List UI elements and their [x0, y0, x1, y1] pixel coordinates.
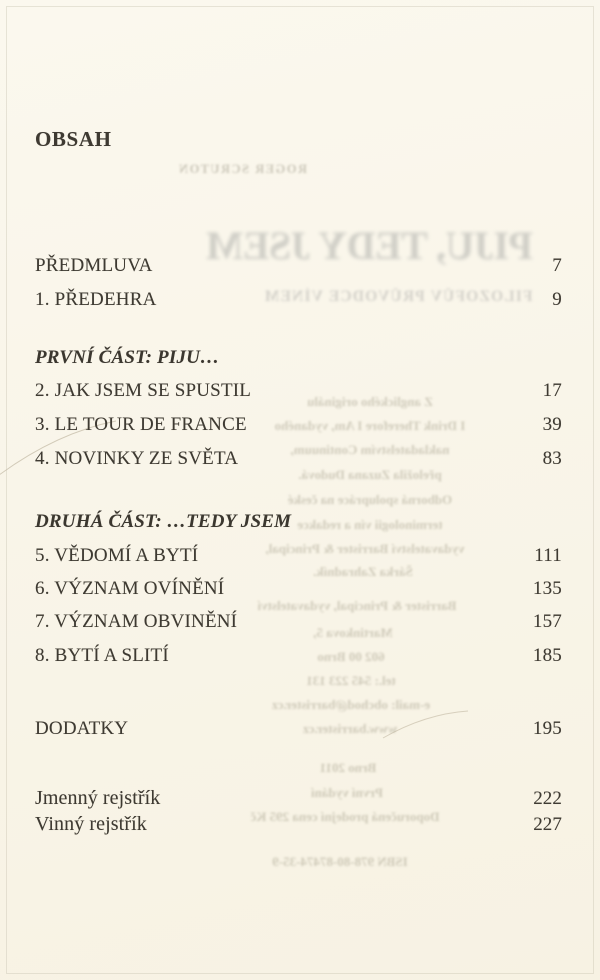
toc-entry-label: 7. VÝZNAM OBVINĚNÍ	[35, 611, 238, 632]
toc-entry-page: 185	[532, 645, 562, 666]
toc-part1-heading: PRVNÍ ČÁST: PIJU…	[35, 347, 220, 368]
toc-entry-ch3-le-tour-de-france	[35, 414, 562, 436]
toc-entry-page: 195	[532, 718, 562, 739]
toc-entry-label: 1. PŘEDEHRA	[35, 289, 157, 310]
ghost-imprint-line: I Drink Therefore I Am, vydaného	[274, 418, 466, 433]
ghost-imprint-line: První vydání	[311, 785, 383, 800]
ghost-imprint-line: Barrister & Principal, vydavatelství	[257, 598, 457, 613]
ghost-imprint-line: nakladatelstvím Continuum,	[290, 442, 450, 457]
toc-entry-vinny-rejstrik	[35, 813, 562, 836]
toc-entry-ch2-jak-jsem-se-spustil	[35, 380, 562, 402]
table-of-contents	[35, 0, 562, 980]
ghost-imprint-line: terminologii vín a redakce	[297, 517, 443, 532]
toc-entry-label: Jmenný rejstřík	[35, 787, 161, 809]
toc-entry-ch6-vyznam-ovineni	[35, 578, 562, 600]
toc-entry-dodatky	[35, 718, 562, 740]
ghost-imprint-line: vydavatelství Barrister & Principal,	[265, 541, 465, 556]
toc-entry-label: PŘEDMLUVA	[35, 255, 153, 276]
ghost-imprint-line: Odborná spolupráce na české	[287, 492, 453, 507]
toc-entry-page: 83	[542, 448, 562, 469]
ghost-imprint-line: Doporučená prodejní cena 295 Kč	[250, 809, 440, 824]
toc-entry-label: DODATKY	[35, 718, 129, 739]
toc-entry-jmenny-rejstrik	[35, 787, 562, 810]
ghost-author-line: ROGER SCRUTON	[177, 162, 307, 176]
ghost-imprint-line: e-mail: obchod@barrister.cz	[271, 697, 431, 712]
ghost-imprint-line: Z anglického originálu	[307, 394, 433, 409]
toc-entry-page: 222	[533, 788, 562, 809]
toc-entry-page: 7	[552, 255, 562, 276]
toc-entry-ch4-novinky-ze-sveta	[35, 448, 562, 470]
ghost-imprint-line: tel.: 545 223 131	[306, 673, 396, 688]
ghost-imprint-line: Šárka Zahradník.	[313, 564, 413, 579]
toc-entry-ch5-vedomi-a-byti	[35, 545, 562, 567]
toc-entry-label: 5. VĚDOMÍ A BYTÍ	[35, 545, 199, 566]
toc-entry-page: 111	[534, 545, 562, 566]
toc-entry-predmluva	[35, 255, 562, 277]
ghost-imprint-line: Martinkova 5,	[313, 625, 393, 640]
ghost-imprint-line: ISBN 978-80-87474-35-9	[272, 854, 408, 869]
toc-entry-ch7-vyznam-obvineni	[35, 611, 562, 633]
ghost-imprint-line: 602 00 Brno	[317, 649, 385, 664]
toc-entry-page: 135	[532, 578, 562, 599]
toc-entry-page: 39	[542, 414, 562, 435]
toc-entry-label: 6. VÝZNAM OVÍNĚNÍ	[35, 578, 225, 599]
ghost-book-title: PIJU, TEDY JSEM	[206, 223, 533, 268]
toc-entry-label: 2. JAK JSEM SE SPUSTIL	[35, 380, 252, 401]
ghost-imprint-line: přeložila Zuzana Dudová.	[298, 467, 442, 482]
page-title: OBSAH	[35, 127, 112, 151]
toc-entry-label: Vinný rejstřík	[35, 813, 147, 835]
toc-entry-label: 8. BYTÍ A SLITÍ	[35, 645, 169, 666]
toc-entry-ch1-predehra	[35, 289, 562, 311]
ghost-imprint-line: www.barrister.cz	[302, 721, 398, 736]
ghost-book-subtitle: FILOZOFŮV PRŮVODCE VÍNEM	[263, 288, 533, 305]
toc-entry-label: 3. LE TOUR DE FRANCE	[35, 414, 247, 435]
toc-entry-page: 157	[532, 611, 562, 632]
toc-entry-page: 9	[552, 289, 562, 310]
toc-entry-ch8-byti-a-sliti	[35, 645, 562, 667]
toc-entry-page: 17	[542, 380, 562, 401]
toc-entry-page: 227	[533, 814, 562, 835]
toc-part2-heading: DRUHÁ ČÁST: …TEDY JSEM	[35, 511, 292, 532]
ghost-imprint-line: Brno 2011	[319, 760, 377, 775]
toc-entry-label: 4. NOVINKY ZE SVĚTA	[35, 448, 239, 469]
